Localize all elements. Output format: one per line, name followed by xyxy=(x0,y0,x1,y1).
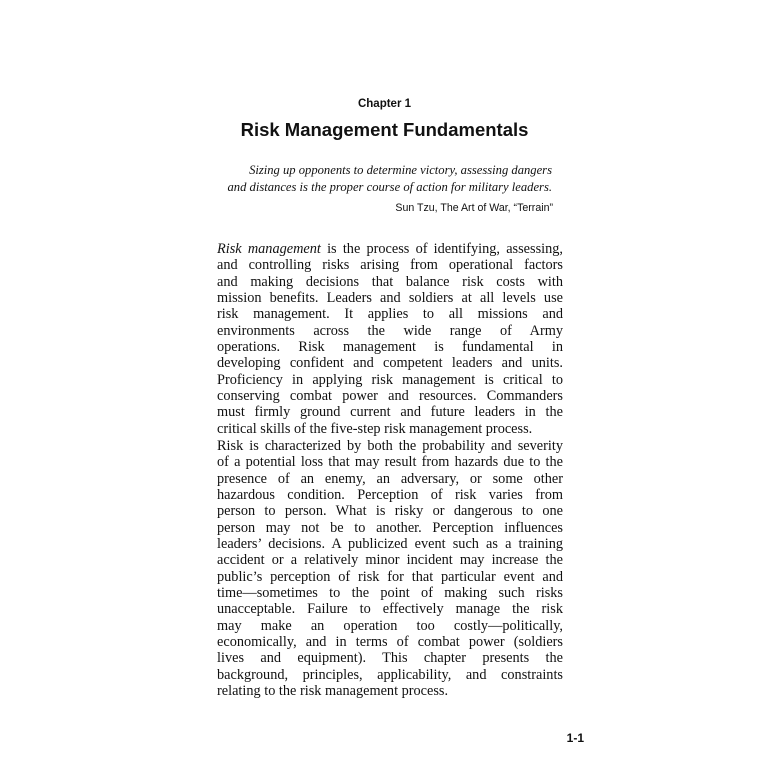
paragraph-risk-perception xyxy=(217,438,563,700)
paragraph-line: public’s perception of risk for that particular event and xyxy=(217,568,563,585)
paragraph-line: developing confident and competent leaders and units. xyxy=(217,355,563,372)
paragraph-line: must firmly ground current and future leaders in the xyxy=(217,404,563,421)
paragraph-line: Risk is characterized by both the probability and severity xyxy=(217,438,563,454)
paragraph-line: risk management. It applies to all missions and xyxy=(217,306,563,323)
paragraph-line-text: is the process of identifying, assessing, xyxy=(320,241,563,257)
paragraph-risk-management xyxy=(217,241,563,437)
epigraph-attribution: Sun Tzu, The Art of War, “Terrain” xyxy=(395,202,553,214)
page-number: 1-1 xyxy=(566,731,584,745)
paragraph-line: operations. Risk management is fundamental in xyxy=(217,339,563,356)
paragraph-line: may make an operation too costly—politically, xyxy=(217,617,563,634)
paragraph-line: person may not be to another. Perception influences xyxy=(217,519,563,536)
paragraph-line: presence of an enemy, an adversary, or some other xyxy=(217,470,563,487)
paragraph-line xyxy=(217,241,563,257)
epigraph-line: Sizing up opponents to determine victory, assessing dangers xyxy=(249,163,552,177)
epigraph-line: and distances is the proper course of action for military leaders. xyxy=(227,180,552,194)
paragraph-line: mission benefits. Leaders and soldiers at all levels use xyxy=(217,290,563,307)
paragraph-line: unacceptable. Failure to effectively manage the risk xyxy=(217,601,563,618)
paragraph-line: person to person. What is risky or dangerous to one xyxy=(217,503,563,520)
paragraph-line: accident or a relatively minor incident may increase the xyxy=(217,552,563,569)
paragraph-line: leaders’ decisions. A publicized event such as a training xyxy=(217,536,563,553)
epigraph-quote xyxy=(200,162,552,196)
paragraph-line: background, principles, applicability, and constraints xyxy=(217,666,563,683)
paragraph-line: and making decisions that balance risk costs with xyxy=(217,273,563,290)
paragraph-line: critical skills of the five-step risk management process. xyxy=(217,420,533,437)
paragraph-line: time—sometimes to the point of making such risks xyxy=(217,585,563,602)
chapter-label: Chapter 1 xyxy=(357,98,412,110)
paragraph-line: conserving combat power and resources. Commanders xyxy=(217,388,563,405)
paragraph-line: hazardous condition. Perception of risk varies from xyxy=(217,487,563,504)
paragraph-line: of a potential loss that may result from hazards due to the xyxy=(217,454,563,471)
paragraph-line: lives and equipment). This chapter presents the xyxy=(217,650,563,667)
defined-term: Risk management xyxy=(217,241,321,257)
paragraph-line: Proficiency in applying risk management is critical to xyxy=(217,371,563,388)
paragraph-line: and controlling risks arising from operational factors xyxy=(217,257,563,274)
paragraph-line: environments across the wide range of Army xyxy=(217,322,563,339)
paragraph-line: economically, and in terms of combat power (soldiers xyxy=(217,634,563,651)
paragraph-line: relating to the risk management process. xyxy=(217,683,449,700)
chapter-title: Risk Management Fundamentals xyxy=(240,119,529,140)
